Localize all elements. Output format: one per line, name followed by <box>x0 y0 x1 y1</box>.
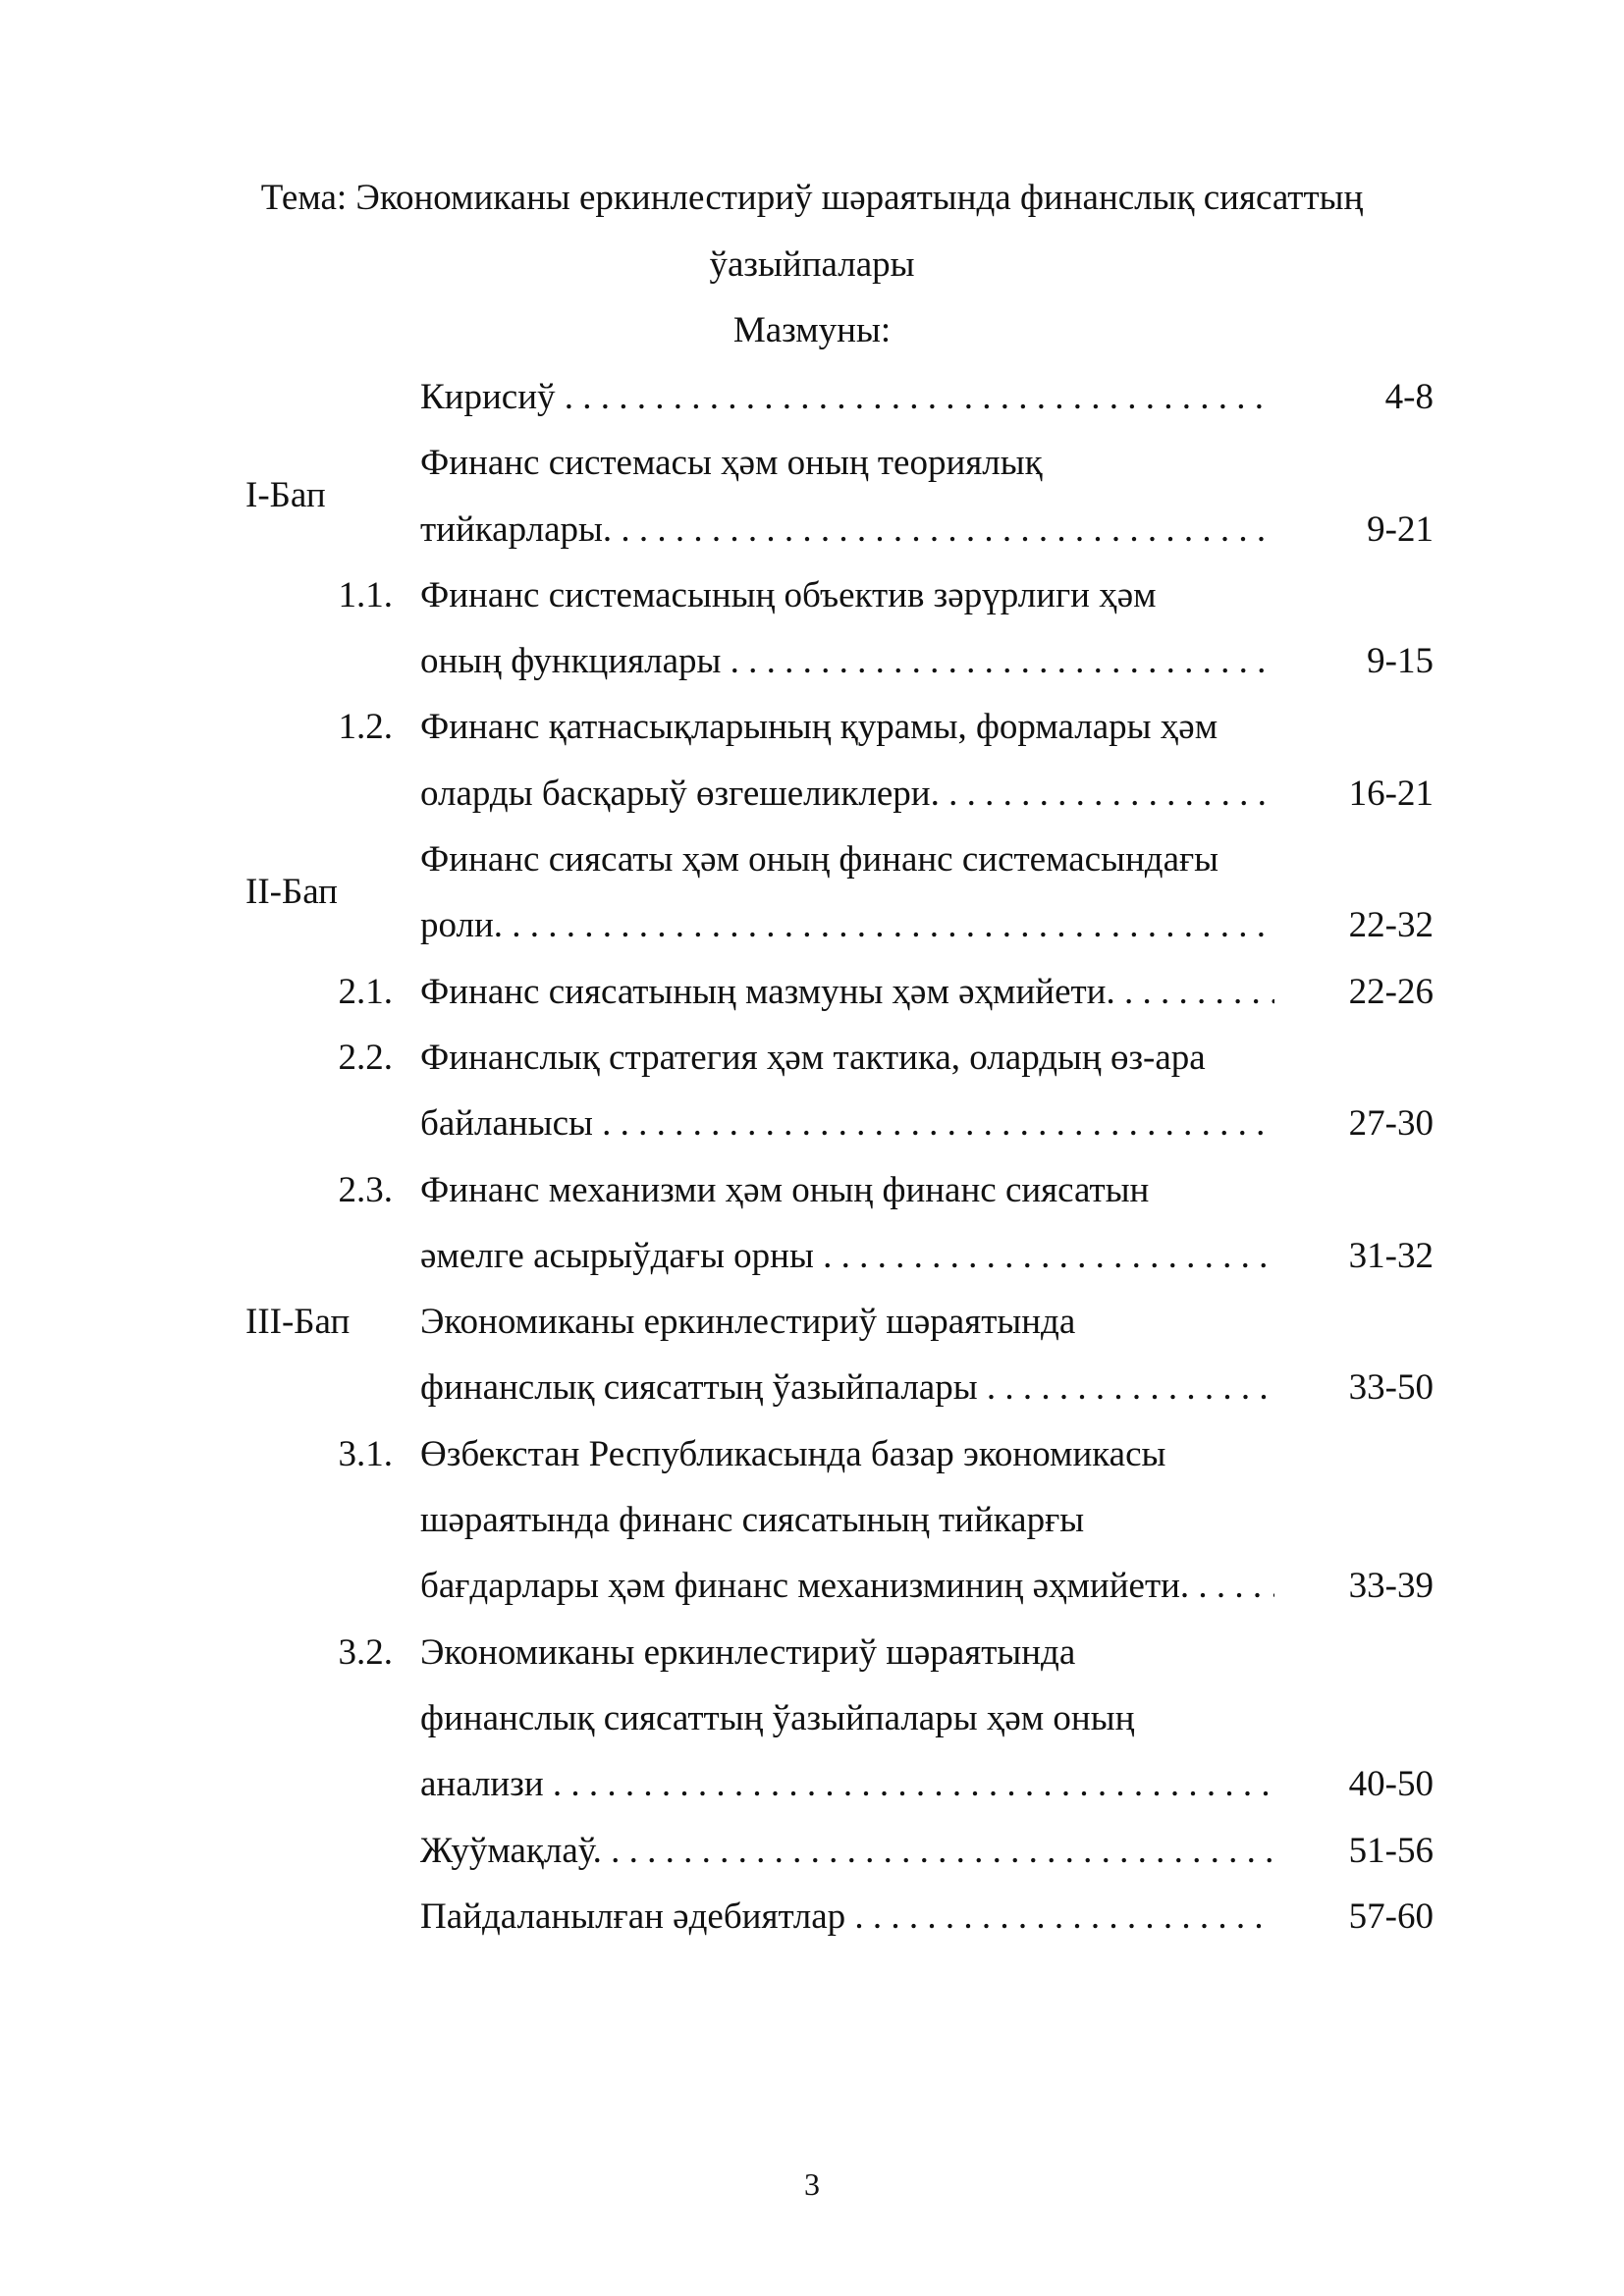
section-3-1-title-line-3: бағдарлары ҳәм финанс механизминиң әҳмийети. . . . <box>420 1565 1274 1608</box>
references-pages: 57-60 <box>1348 1896 1434 1937</box>
chapter-1-pages: 9-21 <box>1367 508 1434 550</box>
section-3-1-title-line-2: шәраятында финанс сиясатының тийкарғы <box>420 1500 1085 1541</box>
toc-entry-references <box>0 1896 1624 1961</box>
section-3-1-pages: 33-39 <box>1348 1566 1434 1607</box>
toc-intro-pages: 4-8 <box>1384 377 1434 417</box>
toc-entry-section-2-2 <box>0 1037 1624 1169</box>
chapter-3-title-line-2: финанслық сиясаттың ўазыйпалары . . . <box>420 1366 1274 1410</box>
section-1-2-title-line-2: оларды басқарыў өзгешеликлери. . . . <box>420 773 1274 816</box>
conclusion-text: Жуўмақлаў. . . . <box>420 1830 1274 1873</box>
section-2-1-pages: 22-26 <box>1348 971 1434 1012</box>
section-2-1-number: 2.1. <box>338 971 393 1012</box>
toc-entry-chapter-2 <box>0 838 1624 971</box>
section-2-3-pages: 31-32 <box>1348 1235 1434 1276</box>
document-title-line-2: ўазыйпалары <box>709 244 915 285</box>
section-3-1-title-line-1: Өзбекстан Республикасында базар экономикасы <box>420 1433 1166 1474</box>
chapter-2-title-line-2: роли. . . . <box>420 904 1274 947</box>
section-3-2-title-line-1: Экономиканы еркинлестириў шәраятында <box>420 1631 1076 1673</box>
section-3-2-title-line-3: анализи . . . <box>420 1763 1274 1806</box>
section-3-2-number: 3.2. <box>338 1631 393 1673</box>
chapter-1-title-line-1: Финанс системасы ҳәм оның теориялық <box>420 443 1043 484</box>
section-1-1-pages: 9-15 <box>1367 641 1434 682</box>
section-2-3-number: 2.3. <box>338 1169 393 1210</box>
section-1-2-number: 1.2. <box>338 707 393 748</box>
contents-heading: Мазмуны: <box>732 310 892 350</box>
section-3-1-number: 3.1. <box>338 1433 393 1474</box>
section-2-3-title-line-2: әмелге асырыўдағы орны . . . <box>420 1235 1274 1278</box>
section-3-2-title-line-2: финанслық сиясаттың ўазыйпалары ҳәм оның <box>420 1697 1135 1738</box>
page-number: 3 <box>804 2166 820 2202</box>
toc-entry-section-2-3 <box>0 1169 1624 1302</box>
section-2-3-title-line-1: Финанс механизми ҳәм оның финанс сиясатын <box>420 1169 1150 1210</box>
toc-entry-intro <box>0 376 1624 442</box>
toc-entry-section-3-1 <box>0 1433 1624 1631</box>
chapter-2-label: II-Бап <box>245 872 338 913</box>
section-1-1-title-line-2: оның функциялары . . . <box>420 640 1274 683</box>
section-2-1-title-line-1: Финанс сиясатының мазмуны ҳәм әҳмийети. . . . <box>420 971 1274 1014</box>
section-1-2-pages: 16-21 <box>1348 773 1434 814</box>
toc-entry-section-1-1 <box>0 574 1624 707</box>
chapter-1-title-line-2: тийкарлары. . . . <box>420 508 1274 552</box>
chapter-3-title-line-1: Экономиканы еркинлестириў шәраятында <box>420 1302 1076 1343</box>
section-2-2-number: 2.2. <box>338 1037 393 1078</box>
section-1-2-title-line-1: Финанс қатнасықларының қурамы, формалары ҳәм <box>420 707 1218 748</box>
table-of-contents <box>0 376 1624 1961</box>
toc-entry-section-3-2 <box>0 1631 1624 1830</box>
toc-entry-section-2-1 <box>0 971 1624 1037</box>
conclusion-pages: 51-56 <box>1348 1830 1434 1871</box>
toc-entry-chapter-1 <box>0 442 1624 574</box>
chapter-3-label: III-Бап <box>245 1302 351 1343</box>
toc-entry-section-1-2 <box>0 706 1624 838</box>
section-2-2-title-line-2: байланысы . . . <box>420 1102 1274 1146</box>
section-2-2-title-line-1: Финанслық стратегия ҳәм тактика, олардың өз-ара <box>420 1037 1206 1078</box>
references-text: Пайдаланылған әдебиятлар . . . <box>420 1896 1274 1939</box>
toc-intro-text: Кирисиў . . . <box>420 376 1274 419</box>
chapter-2-pages: 22-32 <box>1348 905 1434 946</box>
section-1-1-title-line-1: Финанс системасының объектив зәрүрлиги ҳәм <box>420 574 1157 615</box>
chapter-1-label: I-Бап <box>245 475 326 516</box>
chapter-2-title-line-1: Финанс сиясаты ҳәм оның финанс системасындағы <box>420 839 1219 881</box>
chapter-3-pages: 33-50 <box>1348 1367 1434 1409</box>
toc-entry-conclusion <box>0 1830 1624 1896</box>
section-3-2-pages: 40-50 <box>1348 1764 1434 1805</box>
document-title-line-1: Тема: Экономиканы еркинлестириў шәраятында финанслық сиясаттың <box>260 178 1364 218</box>
toc-entry-chapter-3 <box>0 1301 1624 1433</box>
section-1-1-number: 1.1. <box>338 574 393 615</box>
section-2-2-pages: 27-30 <box>1348 1103 1434 1145</box>
